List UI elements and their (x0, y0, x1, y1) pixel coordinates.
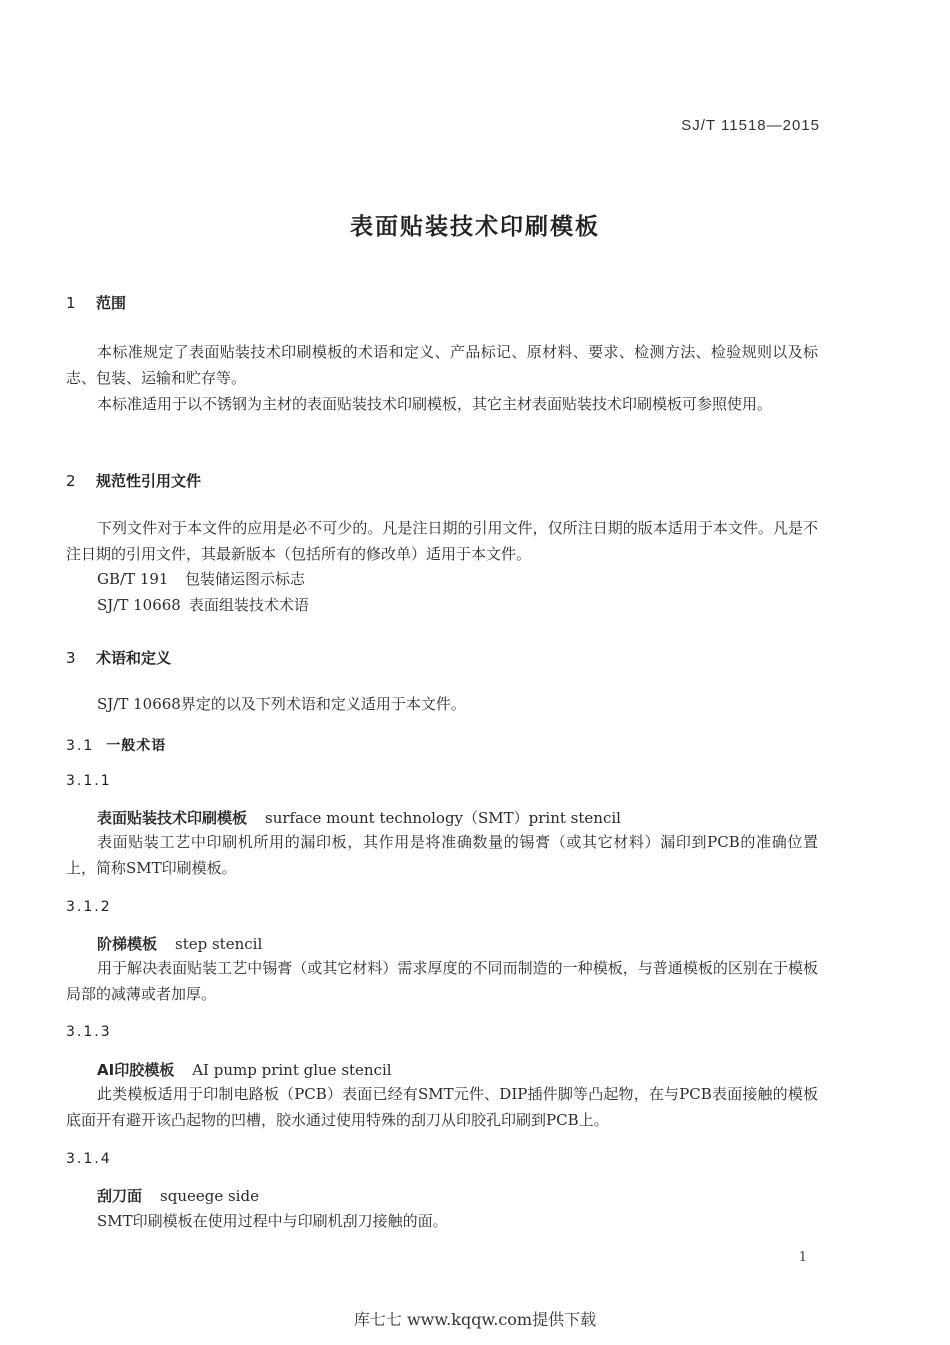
subsection-heading-general-terms (66, 735, 166, 755)
term-definition: SMT印刷模板在使用过程中与印刷机刮刀接触的面。 (97, 1212, 448, 1230)
term-english: AI pump print glue stencil (192, 1061, 392, 1079)
reference-code: SJ/T 10668 (97, 596, 181, 614)
section-number: 2 (66, 472, 76, 490)
download-source-footer: 库七七 www.kqqw.com提供下载 (353, 1310, 597, 1329)
term-heading (97, 1183, 259, 1209)
term-definition: 表面贴装工艺中印刷机所用的漏印板，其作用是将准确数量的锡膏（或其它材料）漏印到PCB的准确位置上，简称SMT印刷模板。 (66, 833, 818, 877)
terms-intro-paragraph: SJ/T 10668界定的以及下列术语和定义适用于本文件。 (97, 695, 466, 713)
standard-code: SJ/T 11518—2015 (681, 117, 820, 134)
subsection-title: 一般术语 (106, 738, 167, 754)
term-definition: 用于解决表面贴装工艺中锡膏（或其它材料）需求厚度的不同而制造的一种模板，与普通模板的区别在于模板局部的减薄或者加厚。 (66, 959, 818, 1003)
section-number: 3 (66, 649, 76, 667)
scope-paragraph-2: 本标准适用于以不锈钢为主材的表面贴装技术印刷模板，其它主材表面贴装技术印刷模板可参照使用。 (97, 395, 773, 413)
reference-code: GB/T 191 (97, 570, 169, 588)
subsection-number: 3.1 (66, 738, 95, 754)
term-chinese: 阶梯模板 (97, 935, 158, 953)
reference-title: 包装储运图示标志 (185, 570, 306, 588)
section-title: 范围 (96, 294, 127, 312)
term-chinese: 表面贴装技术印刷模板 (97, 809, 248, 827)
page-number: 1 (798, 1250, 807, 1265)
scope-paragraph-1: 本标准规定了表面贴装技术印刷模板的术语和定义、产品标记、原材料、要求、检测方法、检验规则以及标志、包装、运输和贮存等。 (66, 343, 818, 387)
section-heading-scope (66, 292, 126, 313)
section-heading-terms (66, 647, 171, 668)
section-title: 术语和定义 (96, 649, 172, 667)
term-number: 3.1.3 (66, 1024, 112, 1040)
references-paragraph: 下列文件对于本文件的应用是必不可少的。凡是注日期的引用文件，仅所注日期的版本适用于本文件。凡是不注日期的引用文件，其最新版本（包括所有的修改单）适用于本文件。 (66, 519, 818, 563)
term-english: step stencil (175, 935, 263, 953)
term-heading (97, 805, 621, 831)
term-chinese: AI印胶模板 (97, 1061, 175, 1079)
term-english: surface mount technology（SMT）print stencil (265, 809, 621, 827)
term-number: 3.1.4 (66, 1151, 112, 1167)
term-english: squeege side (160, 1187, 259, 1205)
page-title: 表面贴装技术印刷模板 (350, 214, 600, 240)
term-chinese: 刮刀面 (97, 1187, 143, 1205)
section-heading-normative-references (66, 470, 201, 491)
section-title: 规范性引用文件 (96, 472, 202, 490)
term-definition: 此类模板适用于印制电路板（PCB）表面已经有SMT元件、DIP插件脚等凸起物，在与PCB表面接触的模板底面开有避开该凸起物的凹槽，胶水通过使用特殊的刮刀从印胶孔印刷到PCB上。 (66, 1085, 818, 1129)
reference-title: 表面组装技术术语 (188, 596, 309, 614)
term-heading (97, 931, 262, 957)
term-number: 3.1.1 (66, 773, 112, 789)
reference-item (97, 566, 305, 592)
section-number: 1 (66, 294, 76, 312)
term-heading (97, 1057, 392, 1083)
reference-item (97, 592, 309, 618)
term-number: 3.1.2 (66, 899, 112, 915)
